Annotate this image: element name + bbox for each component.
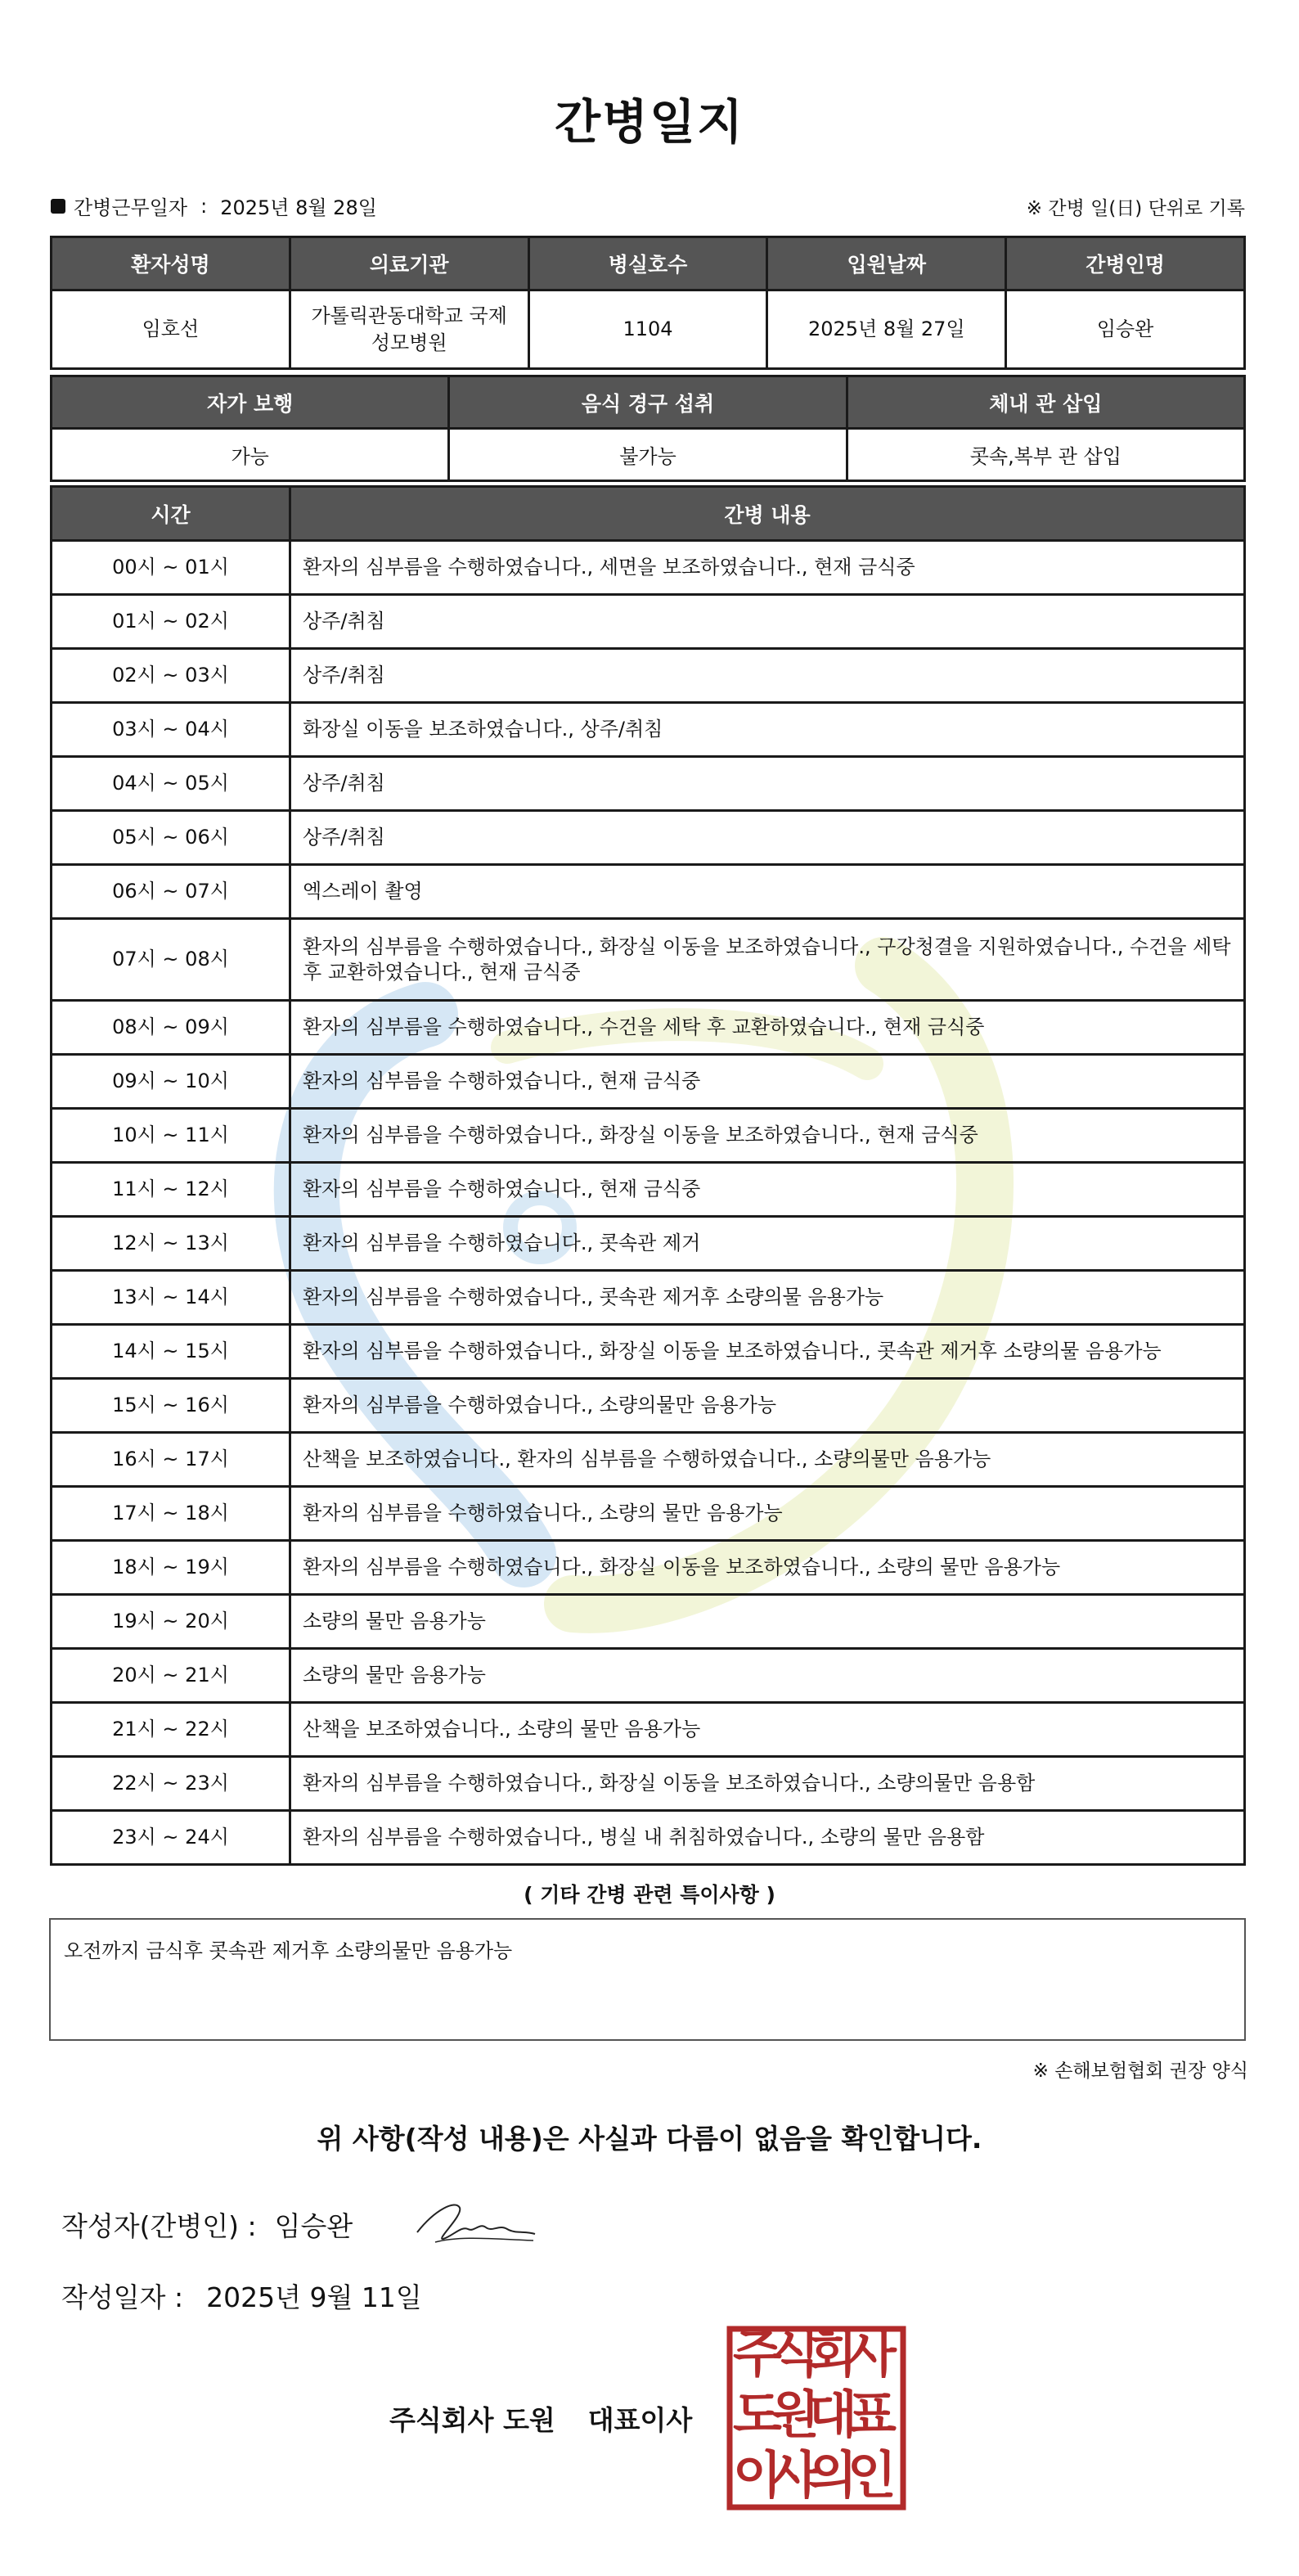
care-log-row (52, 595, 1245, 649)
care-log-content: 상주/취침 (290, 811, 1245, 865)
care-log-content: 환자의 심부름을 수행하였습니다., 화장실 이동을 보조하였습니다., 구강청결을 지원하였습니다., 수건을 세탁 후 교환하였습니다., 현재 금식중 (290, 919, 1245, 1001)
work-date-value: 2025년 8월 28일 (220, 196, 377, 219)
company-representative: 대표이사 (587, 2404, 693, 2436)
care-log-content: 소량의 물만 음용가능 (290, 1595, 1245, 1649)
care-log-time: 08시 ~ 09시 (52, 1001, 290, 1055)
care-log-row (52, 811, 1245, 865)
care-log-time: 07시 ~ 08시 (52, 919, 290, 1001)
seal-character: 주 (733, 2326, 782, 2384)
header-admission-date: 입원날짜 (767, 237, 1006, 290)
company-seal-stamp (726, 2326, 906, 2511)
care-log-row (52, 1217, 1245, 1271)
care-log-content: 환자의 심부름을 수행하였습니다., 소량의물만 음용가능 (290, 1379, 1245, 1433)
care-log-row (52, 1757, 1245, 1811)
patient-header-row (52, 237, 1245, 290)
seal-character: 표 (847, 2385, 897, 2444)
bullet-square-icon (51, 199, 65, 214)
notes-title: ( 기타 간병 관련 특이사항 ) (524, 1883, 775, 1907)
care-log-content: 상주/취침 (290, 649, 1245, 703)
care-log-time: 11시 ~ 12시 (52, 1163, 290, 1217)
header-patient-name: 환자성명 (52, 237, 290, 290)
care-log-time: 06시 ~ 07시 (52, 865, 290, 919)
care-log-header-row (52, 487, 1245, 541)
signature (411, 2193, 542, 2250)
care-log-time: 17시 ~ 18시 (52, 1487, 290, 1541)
care-log-time: 23시 ~ 24시 (52, 1811, 290, 1865)
care-log-content: 산책을 보조하였습니다., 소량의 물만 음용가능 (290, 1703, 1245, 1757)
care-log-row (52, 1001, 1245, 1055)
care-log-content: 환자의 심부름을 수행하였습니다., 화장실 이동을 보조하였습니다., 소량의 물만 음용가능 (290, 1541, 1245, 1595)
care-log-content: 소량의 물만 음용가능 (290, 1649, 1245, 1703)
record-note: ※ 간병 일(日) 단위로 기록 (1026, 198, 1245, 219)
care-log-content: 상주/취침 (290, 595, 1245, 649)
care-log-row (52, 1595, 1245, 1649)
care-log-table (50, 485, 1246, 1866)
care-log-row (52, 703, 1245, 757)
care-log-content: 환자의 심부름을 수행하였습니다., 수건을 세탁 후 교환하였습니다., 현재 금식중 (290, 1001, 1245, 1055)
seal-character: 의 (808, 2445, 857, 2505)
writer-line (61, 2205, 353, 2244)
recommendation-note: ※ 손해보험협회 권장 양식 (1032, 2060, 1248, 2082)
caregiver-name: 임승완 (1006, 290, 1245, 369)
care-log-row (52, 757, 1245, 811)
care-log-time: 14시 ~ 15시 (52, 1325, 290, 1379)
care-log-time: 20시 ~ 21시 (52, 1649, 290, 1703)
seal-character: 대 (808, 2385, 857, 2444)
confirmation-statement: 위 사항(작성 내용)은 사실과 다름이 없음을 확인합니다. (317, 2123, 982, 2155)
writer-label: 작성자(간병인) : (61, 2210, 257, 2242)
medical-institution: 가톨릭관동대학교 국제성모병원 (290, 290, 528, 369)
header-care-content: 간병 내용 (290, 487, 1245, 541)
oral-intake-value: 불가능 (449, 429, 847, 481)
care-log-content: 환자의 심부름을 수행하였습니다., 화장실 이동을 보조하였습니다., 현재 금식중 (290, 1109, 1245, 1163)
work-date-label: 간병근무일자 (74, 196, 188, 219)
company-name: 주식회사 도원 (389, 2404, 555, 2436)
care-log-content: 화장실 이동을 보조하였습니다., 상주/취침 (290, 703, 1245, 757)
care-log-content: 환자의 심부름을 수행하였습니다., 현재 금식중 (290, 1163, 1245, 1217)
care-log-time: 09시 ~ 10시 (52, 1055, 290, 1109)
care-log-content: 환자의 심부름을 수행하였습니다., 세면을 보조하였습니다., 현재 금식중 (290, 541, 1245, 595)
care-log-time: 22시 ~ 23시 (52, 1757, 290, 1811)
document-title: 간병일지 (554, 94, 745, 150)
header-caregiver-name: 간병인명 (1006, 237, 1245, 290)
care-log-time: 18시 ~ 19시 (52, 1541, 290, 1595)
care-log-row (52, 1109, 1245, 1163)
care-log-time: 12시 ~ 13시 (52, 1217, 290, 1271)
care-log-time: 15시 ~ 16시 (52, 1379, 290, 1433)
care-log-time: 04시 ~ 05시 (52, 757, 290, 811)
patient-status-table (50, 375, 1246, 482)
care-log-row (52, 1649, 1245, 1703)
header-time: 시간 (52, 487, 290, 541)
care-log-time: 13시 ~ 14시 (52, 1271, 290, 1325)
meta-row (51, 191, 1245, 223)
seal-character: 이 (733, 2445, 782, 2505)
care-log-row (52, 865, 1245, 919)
written-date-line (61, 2277, 422, 2315)
care-log-content: 환자의 심부름을 수행하였습니다., 화장실 이동을 보조하였습니다., 소량의물만 음용함 (290, 1757, 1245, 1811)
header-self-walking: 자가 보행 (52, 376, 449, 429)
care-log-content: 환자의 심부름을 수행하였습니다., 콧속관 제거후 소량의물 음용가능 (290, 1271, 1245, 1325)
care-log-time: 10시 ~ 11시 (52, 1109, 290, 1163)
admission-date: 2025년 8월 27일 (767, 290, 1006, 369)
status-header-row (52, 376, 1245, 429)
care-log-content: 환자의 심부름을 수행하였습니다., 콧속관 제거 (290, 1217, 1245, 1271)
header-room-number: 병실호수 (528, 237, 767, 290)
seal-character: 인 (847, 2445, 897, 2505)
tube-insertion-value: 콧속,복부 관 삽입 (847, 429, 1244, 481)
self-walking-value: 가능 (52, 429, 449, 481)
care-log-row (52, 1487, 1245, 1541)
work-date-separator: : (200, 194, 208, 218)
seal-character: 회 (808, 2326, 857, 2384)
writer-name: 임승완 (274, 2210, 353, 2242)
care-log-row (52, 1811, 1245, 1865)
care-log-time: 19시 ~ 20시 (52, 1595, 290, 1649)
seal-character: 도 (733, 2385, 782, 2444)
care-log-body (52, 541, 1245, 1865)
care-log-row (52, 1379, 1245, 1433)
company-line (389, 2399, 692, 2438)
care-log-content: 환자의 심부름을 수행하였습니다., 병실 내 취침하였습니다., 소량의 물만 음용함 (290, 1811, 1245, 1865)
care-log-time: 03시 ~ 04시 (52, 703, 290, 757)
care-log-row (52, 1541, 1245, 1595)
patient-value-row (52, 290, 1245, 369)
care-log-content: 엑스레이 촬영 (290, 865, 1245, 919)
status-value-row (52, 429, 1245, 481)
seal-character: 사 (771, 2445, 820, 2505)
care-log-time: 00시 ~ 01시 (52, 541, 290, 595)
care-log-row (52, 541, 1245, 595)
seal-character: 원 (771, 2385, 820, 2444)
care-log-time: 02시 ~ 03시 (52, 649, 290, 703)
care-log-row (52, 919, 1245, 1001)
patient-name: 임호선 (52, 290, 290, 369)
room-number: 1104 (528, 290, 767, 369)
care-log-content: 상주/취침 (290, 757, 1245, 811)
care-log-time: 16시 ~ 17시 (52, 1433, 290, 1487)
notes-box: 오전까지 금식후 콧속관 제거후 소량의물만 음용가능 (49, 1918, 1246, 2041)
care-log-row (52, 1433, 1245, 1487)
care-log-time: 05시 ~ 06시 (52, 811, 290, 865)
care-log-time: 01시 ~ 02시 (52, 595, 290, 649)
care-log-row (52, 649, 1245, 703)
care-log-content: 환자의 심부름을 수행하였습니다., 현재 금식중 (290, 1055, 1245, 1109)
work-date (51, 191, 377, 220)
care-log-content: 환자의 심부름을 수행하였습니다., 화장실 이동을 보조하였습니다., 콧속관 제거후 소량의물 음용가능 (290, 1325, 1245, 1379)
patient-info-table (50, 236, 1246, 370)
seal-character: 식 (771, 2326, 820, 2384)
header-medical-institution: 의료기관 (290, 237, 528, 290)
care-log-time: 21시 ~ 22시 (52, 1703, 290, 1757)
care-log-row (52, 1325, 1245, 1379)
seal-character: 사 (847, 2326, 897, 2384)
care-log-row (52, 1055, 1245, 1109)
care-log-content: 산책을 보조하였습니다., 환자의 심부름을 수행하였습니다., 소량의물만 음용가능 (290, 1433, 1245, 1487)
care-log-row (52, 1271, 1245, 1325)
care-log-row (52, 1703, 1245, 1757)
header-tube-insertion: 체내 관 삽입 (847, 376, 1244, 429)
care-log-row (52, 1163, 1245, 1217)
written-date-value: 2025년 9월 11일 (206, 2281, 422, 2313)
header-oral-intake: 음식 경구 섭취 (449, 376, 847, 429)
care-log-content: 환자의 심부름을 수행하였습니다., 소량의 물만 음용가능 (290, 1487, 1245, 1541)
written-date-label: 작성일자 : (61, 2281, 184, 2313)
